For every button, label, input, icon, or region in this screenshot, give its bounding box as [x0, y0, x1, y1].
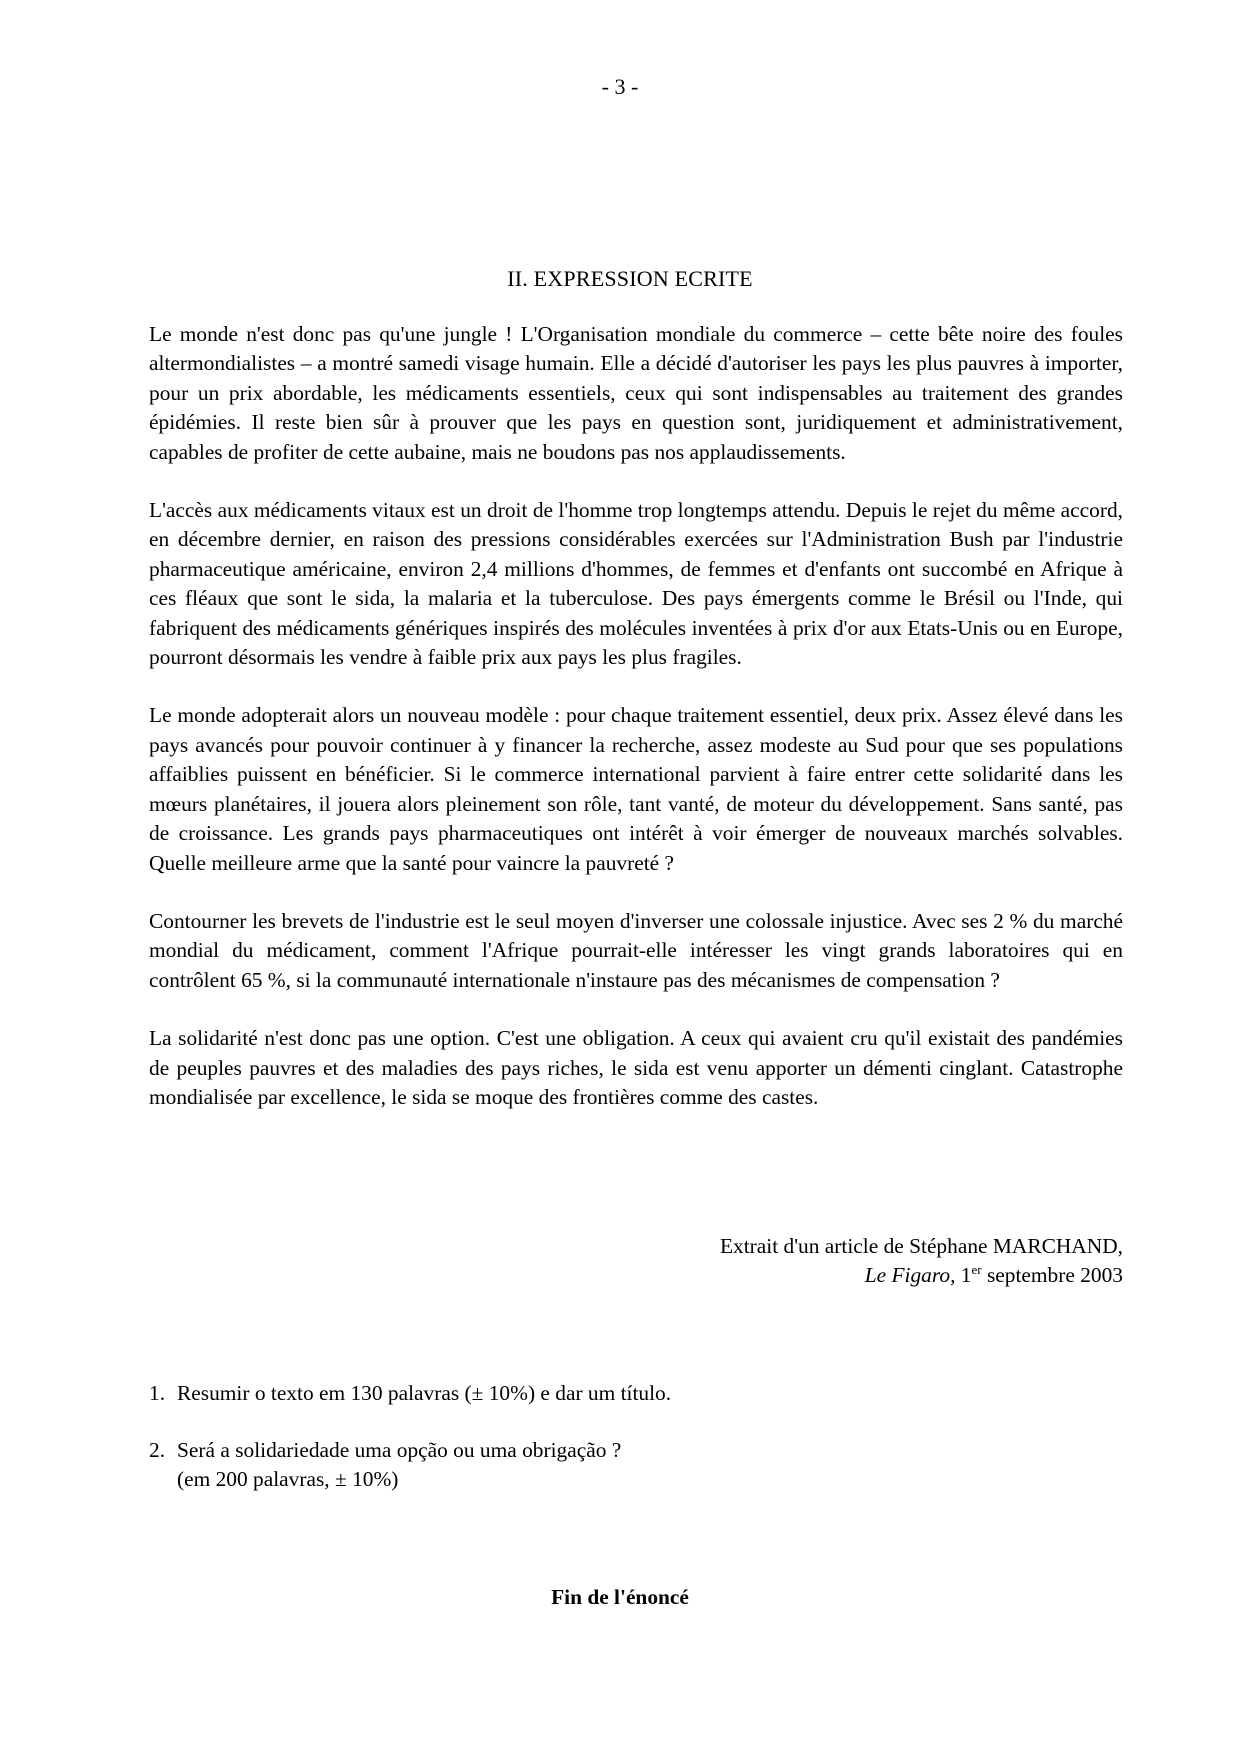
source-date-line: [720, 1261, 1123, 1290]
article-source: [720, 1232, 1123, 1290]
source-date: septembre 2003: [986, 1263, 1123, 1287]
article-paragraph: Contourner les brevets de l'industrie est le seul moyen d'inverser une colossale injustice. Avec ses 2 % du marché mondial du médicament, comment l'Afrique pourrait-elle intéresser les vingt grands laboratoires qui en contrôlent 65 %, si la communauté internationale n'instaure pas des mécanismes de compensation ?: [149, 908, 1123, 992]
article-paragraph: L'accès aux médicaments vitaux est un droit de l'homme trop longtemps attendu. Depuis le rejet du même accord, en décembre dernier, en raison des pressions considérables exercées sur l'Administration Bush par l'industrie pharmaceutique américaine, environ 2,4 millions d'hommes, de femmes et d'enfants ont succombé en Afrique à ces fléaux que sont le sida, la malaria et la tuberculose. Des pays émergents comme le Brésil ou l'Inde, qui fabriquent des médicaments génériques inspirés des molécules inventées à prix d'or aux Etats-Unis ou en Europe, pourront désormais les vendre à faible prix aux pays les plus fragiles.: [149, 498, 1123, 670]
page-number: - 3 -: [601, 74, 639, 99]
question-number: 2.: [149, 1438, 166, 1462]
source-newspaper: Le Figaro,: [864, 1263, 956, 1287]
question-item: [149, 1379, 1129, 1408]
article-paragraph: La solidarité n'est donc pas une option. C'est une obligation. A ceux qui avaient cru qu'il existait des pandémies de peuples pauvres et des maladies des pays riches, le sida est venu apporter un démenti cinglant. Catastrophe mondialisée par excellence, le sida se moque des frontières comme des castes.: [149, 1026, 1123, 1109]
question-line: Resumir o texto em 130 palavras (± 10%) e dar um título.: [177, 1381, 672, 1405]
article-body: [149, 320, 1123, 1141]
question-list: [149, 1379, 1129, 1522]
source-day-suffix: er: [971, 1262, 982, 1277]
question-line: (em 200 palavras, ± 10%): [177, 1467, 399, 1491]
source-author-line: Extrait d'un article de Stéphane MARCHAND,: [719, 1234, 1123, 1258]
end-note: Fin de l'énoncé: [551, 1585, 689, 1609]
article-paragraph: Le monde n'est donc pas qu'une jungle ! L'Organisation mondiale du commerce – cette bête noire des foules altermondialistes – a montré samedi visage humain. Elle a décidé d'autoriser les pays les plus pauvres à importer, pour un prix abordable, les médicaments essentiels, ceux qui sont indispensables au traitement des grandes épidémies. Il reste bien sûr à prouver que les pays en question sont, juridiquement et administrativement, capables de profiter de cette aubaine, mais ne boudons pas nos applaudissements.: [149, 322, 1123, 464]
section-title: II. EXPRESSION ECRITE: [507, 266, 753, 291]
question-item: [149, 1436, 1129, 1494]
source-day: 1: [960, 1263, 972, 1287]
question-text: [177, 1436, 1129, 1494]
question-line: Será a solidariedade uma opção ou uma obrigação ?: [177, 1438, 622, 1462]
article-paragraph: Le monde adopterait alors un nouveau modèle : pour chaque traitement essentiel, deux prix. Assez élevé dans les pays avancés pour pouvoir continuer à y financer la recherche, assez modeste au Sud pour que ses populations affaiblies puissent en bénéficier. Si le commerce international parvient à faire entrer cette solidarité dans les mœurs planétaires, il jouera alors pleinement son rôle, tant vanté, de moteur du développement. Sans santé, pas de croissance. Les grands pays pharmaceutiques ont intérêt à voir émerger de nouveaux marchés solvables. Quelle meilleure arme que la santé pour vaincre la pauvreté ?: [149, 703, 1123, 875]
question-text: [177, 1379, 1129, 1408]
question-number: 1.: [149, 1381, 166, 1405]
